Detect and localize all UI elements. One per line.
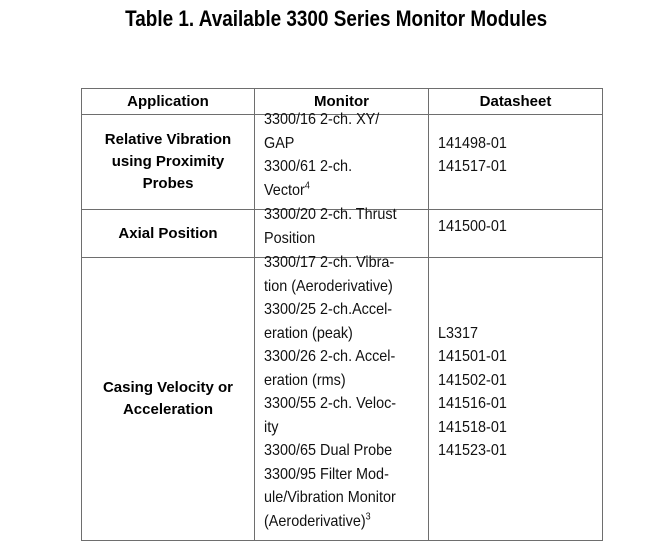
header-application: Application — [82, 89, 255, 115]
table-row — [82, 258, 603, 541]
monitor-modules-table — [81, 88, 603, 541]
datasheet-number: 141516-01 — [438, 395, 507, 412]
datasheet-number: 141498-01 — [438, 134, 507, 152]
monitor-line: eration (peak) — [264, 324, 353, 342]
datasheet-number: 141523-01 — [438, 442, 507, 459]
monitor-line-with-footnote — [255, 179, 411, 203]
datasheet-number: 141518-01 — [438, 418, 507, 436]
header-datasheet: Datasheet — [429, 89, 603, 115]
monitor-line-with-footnote — [255, 510, 411, 534]
datasheet-number: 141502-01 — [438, 371, 507, 389]
application-line: Axial Position — [118, 224, 218, 242]
monitor-line: 3300/55 2-ch. Veloc- — [264, 395, 397, 412]
datasheet-cell — [429, 210, 603, 258]
application-line: Acceleration — [122, 401, 214, 418]
header-monitor: Monitor — [255, 89, 429, 115]
monitor-line-text: (Aeroderivative) — [264, 512, 366, 530]
application-cell — [82, 115, 255, 210]
monitor-line: 3300/17 2-ch. Vibra- — [264, 254, 395, 271]
footnote-marker: 3 — [365, 511, 371, 523]
monitor-line: GAP — [264, 134, 295, 152]
monitor-line: eration (rms) — [264, 371, 346, 389]
datasheet-cell — [429, 115, 603, 210]
monitor-line: 3300/25 2-ch.Accel- — [264, 301, 393, 318]
table-title: Table 1. Available 3300 Series Monitor Modules — [125, 6, 548, 31]
monitor-line: Position — [264, 229, 316, 247]
datasheet-number: 141517-01 — [438, 158, 507, 175]
application-line: Casing Velocity or — [102, 379, 234, 396]
monitor-line: 3300/65 Dual Probe — [264, 442, 393, 459]
monitor-cell — [255, 254, 429, 541]
monitor-line: ity — [264, 418, 279, 436]
monitor-line: 3300/26 2-ch. Accel- — [264, 348, 396, 365]
application-line: Relative Vibration — [104, 131, 232, 148]
datasheet-number: L3317 — [438, 324, 479, 342]
footnote-marker: 4 — [304, 180, 310, 192]
datasheet-cell — [429, 258, 603, 541]
monitor-line: 3300/95 Filter Mod- — [264, 465, 389, 483]
datasheet-number: 141501-01 — [438, 348, 507, 365]
monitor-line: 3300/20 2-ch. Thrust — [264, 206, 397, 223]
application-cell — [82, 210, 255, 258]
monitor-cell — [255, 111, 429, 210]
datasheet-number: 141500-01 — [438, 217, 507, 235]
monitor-line: ule/Vibration Monitor — [264, 489, 396, 506]
monitor-line-text: Vector — [264, 181, 305, 199]
application-cell — [82, 258, 255, 541]
application-line: Probes — [142, 175, 194, 192]
monitor-line: 3300/16 2-ch. XY/ — [264, 111, 380, 128]
application-line: using Proximity — [111, 153, 225, 170]
table-row — [82, 115, 603, 210]
monitor-line: tion (Aeroderivative) — [264, 277, 393, 295]
monitor-line: 3300/61 2-ch. — [264, 158, 353, 175]
